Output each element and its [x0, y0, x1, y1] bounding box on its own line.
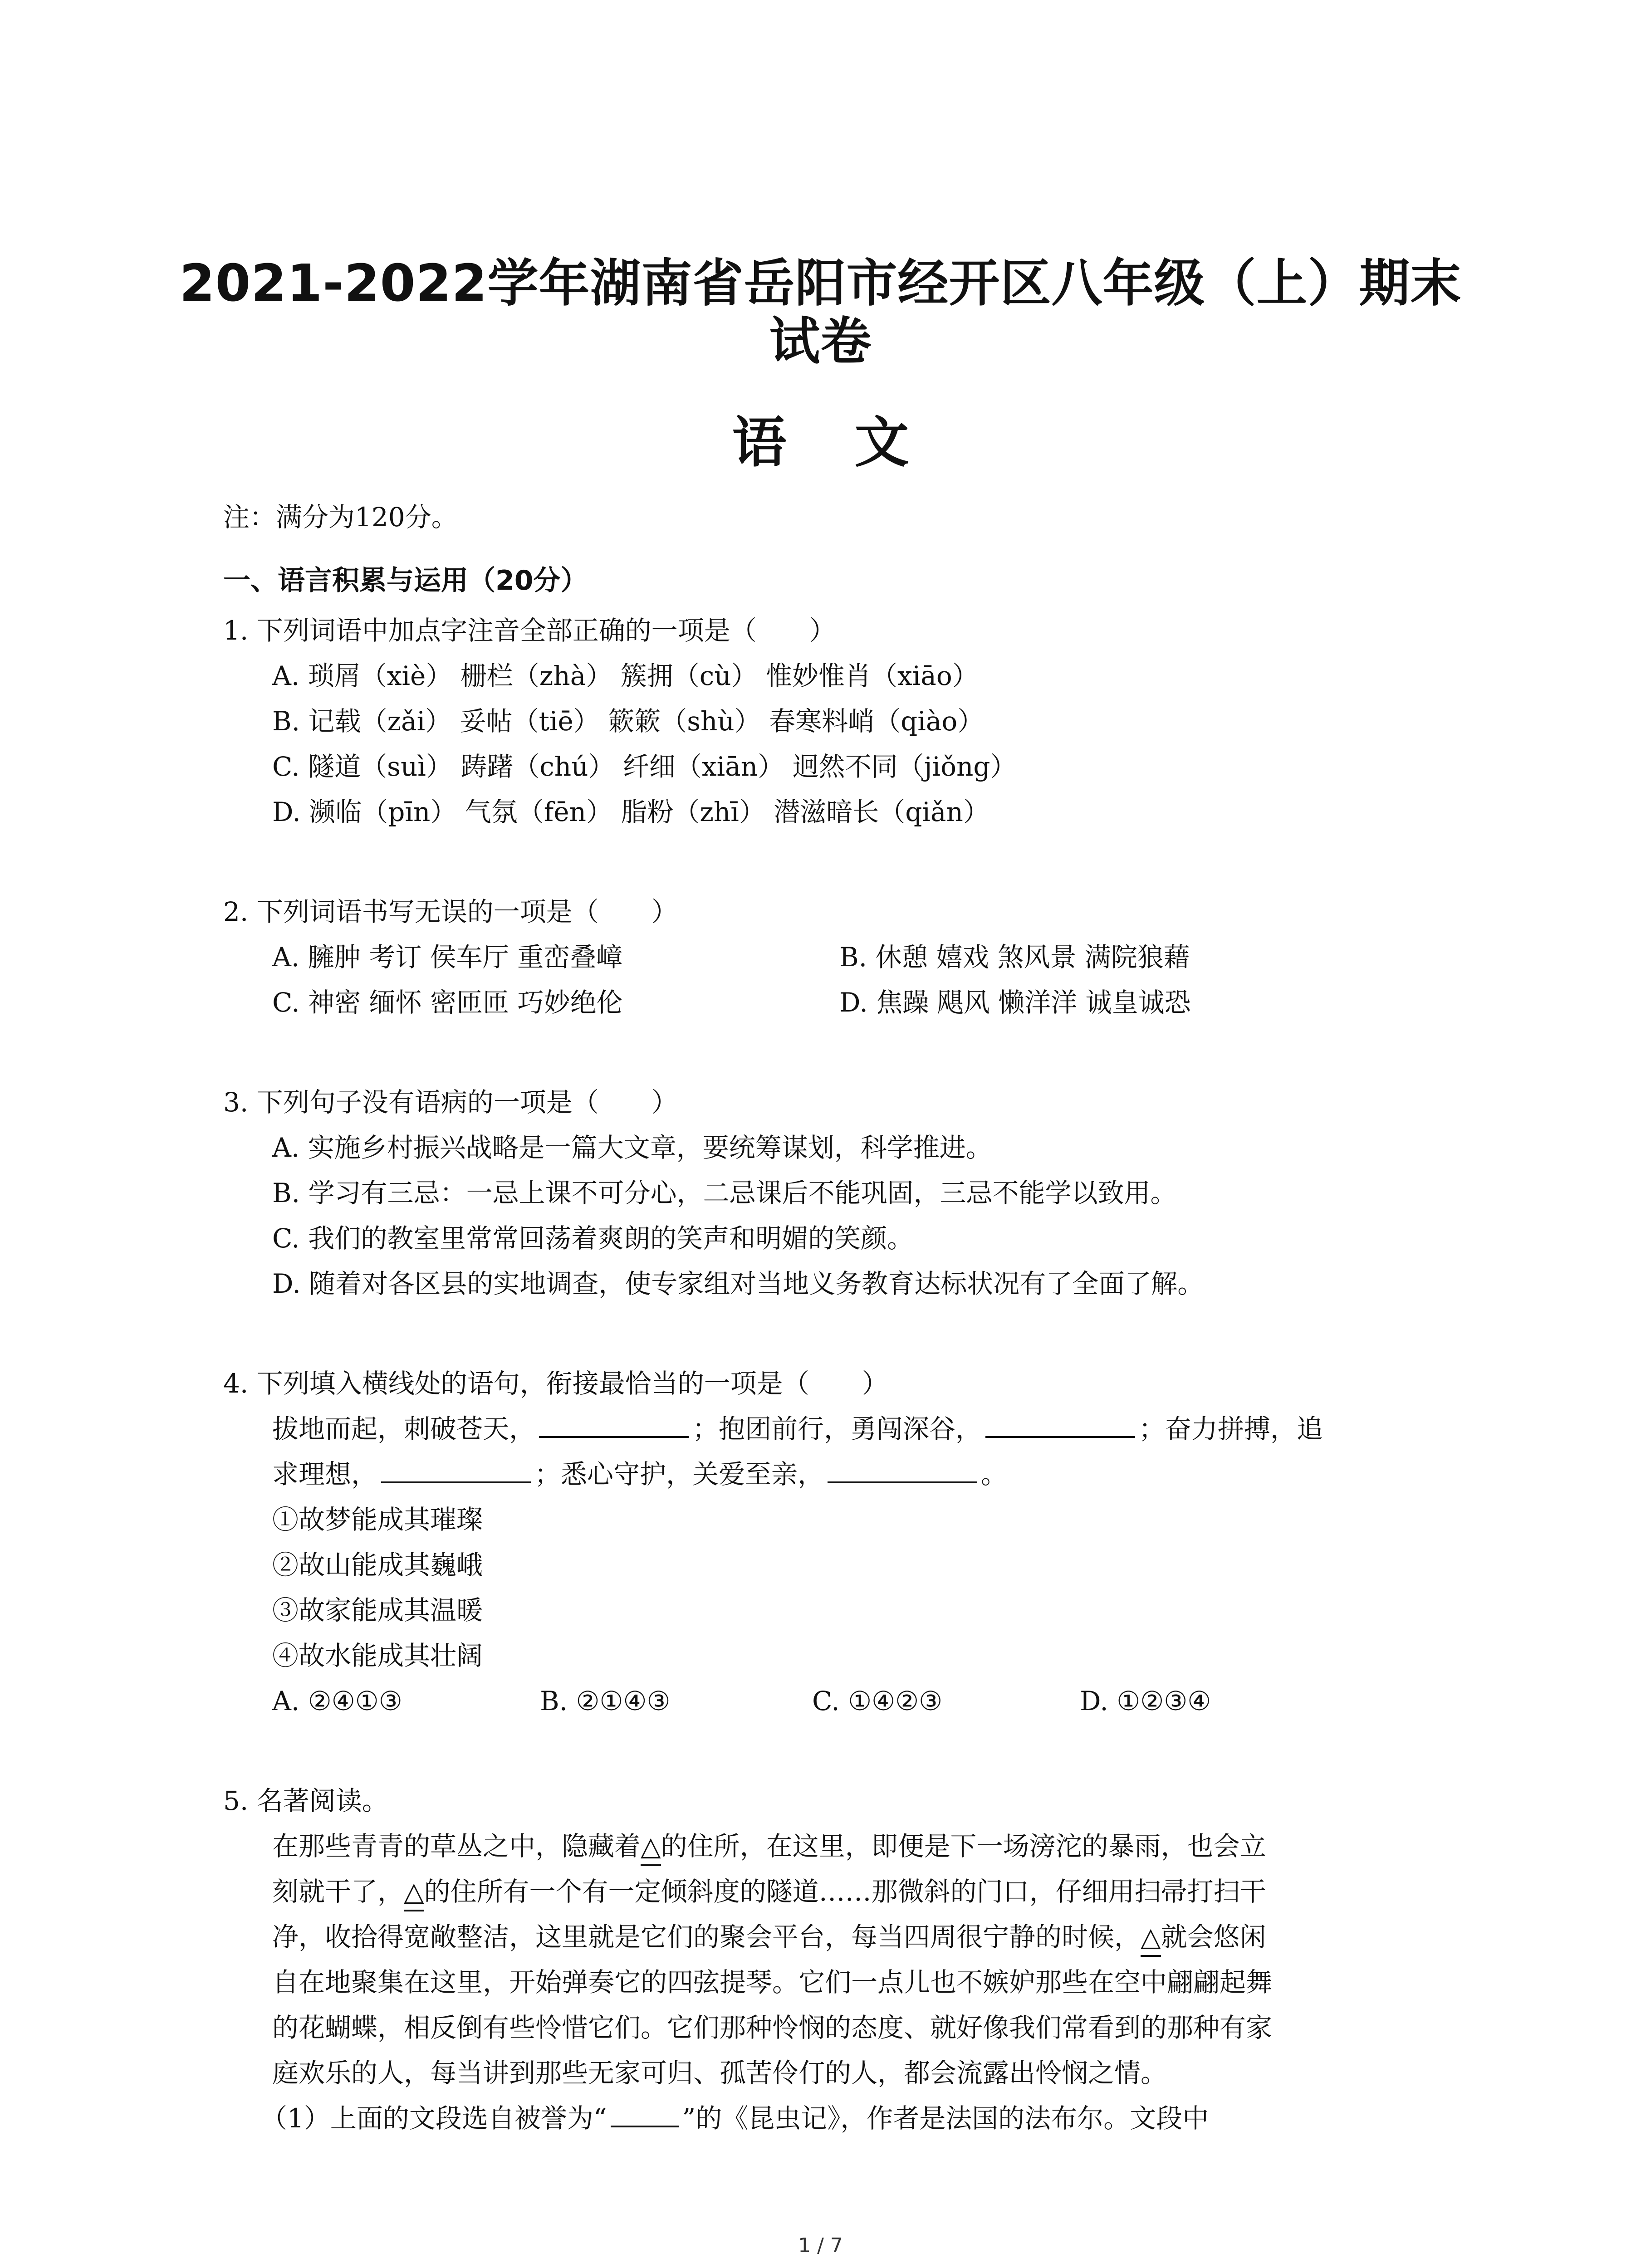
q5-text: 净，收拾得宽敞整洁，这里就是它们的聚会平台，每当四周很宁静的时候，	[272, 1921, 1141, 1952]
q5-text: 刻就干了，	[272, 1876, 404, 1907]
q3-option-b: B. 学习有三忌：一忌上课不可分心，二忌课后不能巩固，三忌不能学以致用。	[272, 1178, 1177, 1208]
q5-passage-line6: 庭欢乐的人，每当讲到那些无家可归、孤苦伶仃的人，都会流露出怜悯之情。	[272, 2058, 1167, 2088]
q4-stem: 4. 下列填入横线处的语句，衔接最恰当的一项是（ ）	[223, 1368, 888, 1399]
q4-answer-b: B. ②①④③	[540, 1686, 671, 1716]
triangle-mark-icon: △	[1141, 1919, 1161, 1957]
q5-text: 的住所有一个有一定倾斜度的隧道……那微斜的门口，仔细用扫帚打扫干	[424, 1876, 1266, 1907]
q5-passage-line1	[272, 1828, 1266, 1866]
q5-text: ”的《昆虫记》，作者是法国的法布尔。文段中	[682, 2103, 1209, 2134]
subject-heading: 语文	[732, 411, 977, 474]
q4-item-2: ②故山能成其巍峨	[272, 1549, 483, 1580]
q4-answer-c: C. ①④②③	[812, 1686, 943, 1716]
q4-passage-line1	[272, 1411, 1323, 1447]
fill-blank[interactable]	[539, 1413, 689, 1438]
score-note: 注：满分为120分。	[223, 502, 458, 533]
fill-blank[interactable]	[611, 2103, 679, 2127]
q5-subquestion-1	[261, 2100, 1209, 2136]
triangle-mark-icon: △	[641, 1828, 661, 1866]
q4-item-1: ①故梦能成其璀璨	[272, 1504, 483, 1535]
q3-option-d: D. 随着对各区县的实地调查，使专家组对当地义务教育达标状况有了全面了解。	[272, 1268, 1204, 1299]
q4-passage-line2	[272, 1456, 1007, 1492]
q4-text: ；悉心守护，关爱至亲，	[534, 1459, 824, 1490]
q4-text: 求理想，	[272, 1459, 378, 1490]
q2-option-a: A. 臃肿 考订 侯车厅 重峦叠嶂	[272, 942, 623, 973]
q2-option-c: C. 神密 缅怀 密匝匝 巧妙绝伦	[272, 987, 623, 1018]
q2-stem: 2. 下列词语书写无误的一项是（ ）	[223, 896, 678, 927]
fill-blank[interactable]	[985, 1413, 1135, 1438]
q5-text: （1）上面的文段选自被誉为“	[261, 2103, 607, 2134]
q4-item-4: ④故水能成其壮阔	[272, 1640, 483, 1671]
q5-stem: 5. 名著阅读。	[223, 1785, 388, 1816]
q4-answer-a: A. ②④①③	[272, 1686, 402, 1716]
triangle-mark-icon: △	[404, 1873, 424, 1911]
q1-stem: 1. 下列词语中加点字注音全部正确的一项是（ ）	[223, 615, 836, 646]
q1-option-b: B. 记载（zǎi） 妥帖（tiē） 簌簌（shù） 春寒料峭（qiào）	[272, 706, 984, 737]
q5-passage-line3	[272, 1919, 1266, 1957]
q5-text: 就会悠闲	[1161, 1921, 1266, 1952]
exam-title-line1: 2021-2022学年湖南省岳阳市经开区八年级（上）期末	[179, 254, 1462, 313]
q5-passage-line2	[272, 1873, 1266, 1911]
q4-text: ；抱团前行，勇闯深谷，	[692, 1413, 982, 1444]
q1-option-a: A. 琐屑（xiè） 栅栏（zhà） 簇拥（cù） 惟妙惟肖（xiāo）	[272, 660, 979, 691]
q4-text: 。	[981, 1459, 1008, 1490]
fill-blank[interactable]	[828, 1459, 977, 1483]
q4-text: 拔地而起，刺破苍天，	[272, 1413, 536, 1444]
q4-item-3: ③故家能成其温暖	[272, 1595, 483, 1626]
q5-passage-line4: 自在地聚集在这里，开始弹奏它的四弦提琴。它们一点儿也不嫉妒那些在空中翩翩起舞	[272, 1967, 1273, 1998]
q2-option-b: B. 休憩 嬉戏 煞风景 满院狼藉	[839, 942, 1190, 973]
q1-option-c: C. 隧道（suì） 踌躇（chú） 纤细（xiān） 迥然不同（jiǒng）	[272, 751, 1017, 782]
q2-option-d: D. 焦躁 飓风 懒洋洋 诚皇诚恐	[839, 987, 1191, 1018]
q3-option-c: C. 我们的教室里常常回荡着爽朗的笑声和明媚的笑颜。	[272, 1223, 914, 1254]
exam-title-line2: 试卷	[769, 312, 872, 371]
q4-text: ；奋力拼搏，追	[1139, 1413, 1323, 1444]
section-heading: 一、语言积累与运用（20分）	[223, 565, 588, 596]
q3-stem: 3. 下列句子没有语病的一项是（ ）	[223, 1087, 678, 1118]
q1-option-d: D. 濒临（pīn） 气氛（fēn） 脂粉（zhī） 潜滋暗长（qiǎn）	[272, 797, 989, 827]
q5-text: 在那些青青的草丛之中，隐藏着	[272, 1831, 641, 1862]
q5-text: 的住所，在这里，即便是下一场滂沱的暴雨，也会立	[661, 1831, 1266, 1862]
q4-answer-d: D. ①②③④	[1080, 1686, 1211, 1716]
fill-blank[interactable]	[381, 1459, 531, 1483]
q5-passage-line5: 的花蝴蝶，相反倒有些怜惜它们。它们那种怜悯的态度、就好像我们常看到的那种有家	[272, 2012, 1273, 2043]
q3-option-a: A. 实施乡村振兴战略是一篇大文章，要统筹谋划，科学推进。	[272, 1132, 992, 1163]
page-number: 1 / 7	[798, 2234, 843, 2257]
